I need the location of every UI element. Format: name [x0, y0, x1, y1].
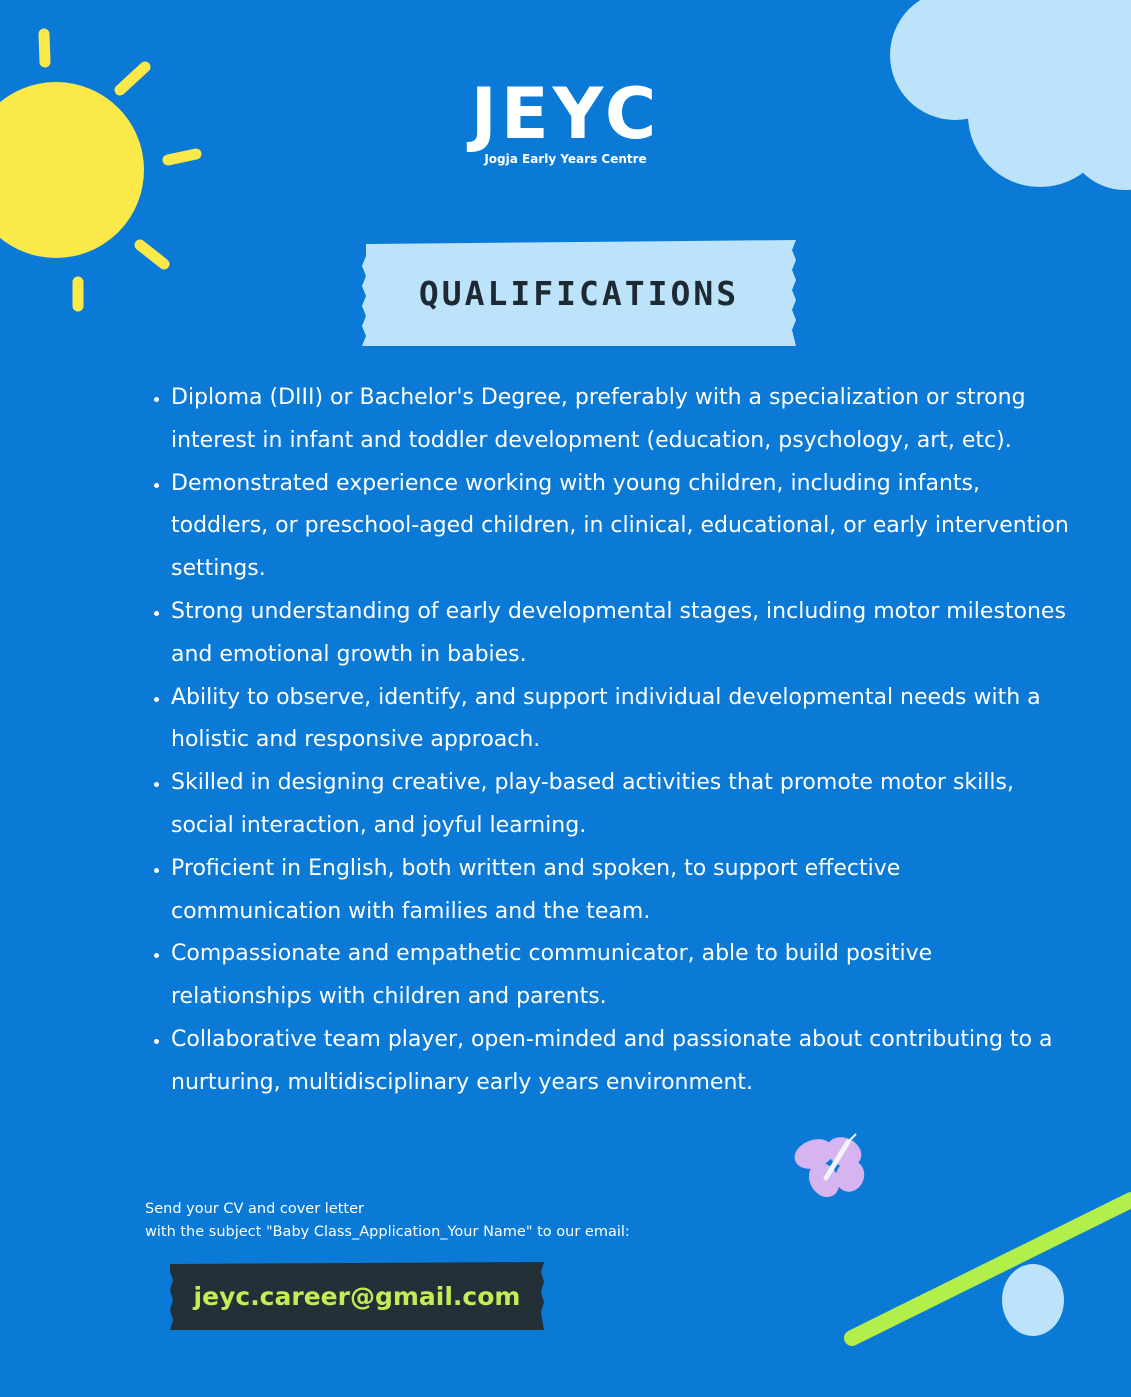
list-item: • Diploma (DIII) or Bachelor's Degree, preferably with a specialization or strong interest in infant and toddler development (education, psychology, art, etc).: [171, 377, 1071, 463]
logo-title: JEYC: [470, 73, 661, 155]
list-item: • Demonstrated experience working with young children, including infants, toddlers, or preschool-aged children, in clinical, educational, or early intervention settings.: [171, 463, 1071, 591]
cta-line-2: with the subject "Baby Class_Application_Your Name" to our email:: [145, 1224, 630, 1240]
cta-line-1: Send your CV and cover letter: [145, 1201, 365, 1217]
cta-text: [145, 1198, 630, 1244]
section-heading: QUALIFICATIONS: [418, 273, 740, 313]
list-item: • Proficient in English, both written and spoken, to support effective communication with families and the team.: [171, 848, 1071, 934]
list-item: • Compassionate and empathetic communicator, able to build positive relationships with children and parents.: [171, 933, 1071, 1019]
logo-subtitle: Jogja Early Years Centre: [484, 152, 647, 166]
list-item: • Ability to observe, identify, and support individual developmental needs with a holistic and responsive approach.: [171, 677, 1071, 763]
list-item: • Collaborative team player, open-minded and passionate about contributing to a nurturing, multidisciplinary early years environment.: [171, 1019, 1071, 1105]
qualifications-list: [132, 377, 1071, 1105]
email-link[interactable]: jeyc.career@gmail.com: [193, 1281, 521, 1311]
list-item: • Skilled in designing creative, play-based activities that promote motor skills, social interaction, and joyful learning.: [171, 762, 1071, 848]
lollipop-icon: [840, 1188, 1131, 1358]
list-item: • Strong understanding of early developmental stages, including motor milestones and emotional growth in babies.: [171, 591, 1071, 677]
